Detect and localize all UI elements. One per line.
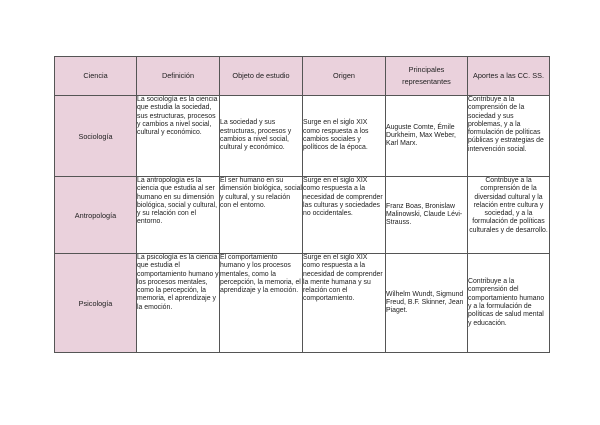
comparison-table <box>54 56 550 353</box>
cell-objeto: El ser humano en su dimensión biológica, social y cultural, y su relación con el entorno. <box>220 177 303 254</box>
row-label-sociologia: Sociología <box>55 96 137 177</box>
cell-aportes: Contribuye a la comprensión del comportamiento humano y a la formulación de políticas de salud mental y educación. <box>468 254 550 353</box>
header-ciencia: Ciencia <box>55 57 137 96</box>
table-row <box>55 96 550 177</box>
cell-objeto: La sociedad y sus estructuras, procesos y cambios a nivel social, cultural y económico. <box>220 96 303 177</box>
row-label-antropologia: Antropología <box>55 177 137 254</box>
header-aportes: Aportes a las CC. SS. <box>468 57 550 96</box>
header-definicion: Definición <box>137 57 220 96</box>
header-row <box>55 57 550 96</box>
cell-aportes: Contribuye a la comprensión de la diversidad cultural y la relación entre cultura y sociedad, y a la formulación de políticas culturales y de desarrollo. <box>468 177 550 254</box>
header-origen: Origen <box>303 57 386 96</box>
cell-definicion: La psicología es la ciencia que estudia el comportamiento humano y los procesos mentales, como la percepción, la memoria, el aprendizaje y la emoción. <box>137 254 220 353</box>
cell-origen: Surge en el siglo XIX como respuesta a los cambios sociales y políticos de la época. <box>303 96 386 177</box>
table-row <box>55 254 550 353</box>
cell-origen: Surge en el siglo XIX como respuesta a la necesidad de comprender la mente humana y su relación con el comportamiento. <box>303 254 386 353</box>
cell-representantes: Wilhelm Wundt, Sigmund Freud, B.F. Skinner, Jean Piaget. <box>386 254 468 353</box>
cell-representantes: Auguste Comte, Émile Durkheim, Max Weber, Karl Marx. <box>386 96 468 177</box>
cell-definicion: La sociología es la ciencia que estudia la sociedad, sus estructuras, procesos y cambios a nivel social, cultural y económico. <box>137 96 220 177</box>
header-objeto: Objeto de estudio <box>220 57 303 96</box>
cell-definicion: La antropología es la ciencia que estudia al ser humano en su dimensión biológica, social y cultural, y su relación con el entorno. <box>137 177 220 254</box>
table-row <box>55 177 550 254</box>
header-representantes: Principales representantes <box>386 57 468 96</box>
cell-aportes: Contribuye a la comprensión de la sociedad y sus problemas, y a la formulación de políticas públicas y estrategias de intervención social. <box>468 96 550 177</box>
cell-representantes: Franz Boas, Bronislaw Malinowski, Claude Lévi-Strauss. <box>386 177 468 254</box>
cell-origen: Surge en el siglo XIX como respuesta a la necesidad de comprender las culturas y sociedades no occidentales. <box>303 177 386 254</box>
cell-objeto: El comportamiento humano y los procesos mentales, como la percepción, la memoria, el aprendizaje y la emoción. <box>220 254 303 353</box>
row-label-psicologia: Psicología <box>55 254 137 353</box>
